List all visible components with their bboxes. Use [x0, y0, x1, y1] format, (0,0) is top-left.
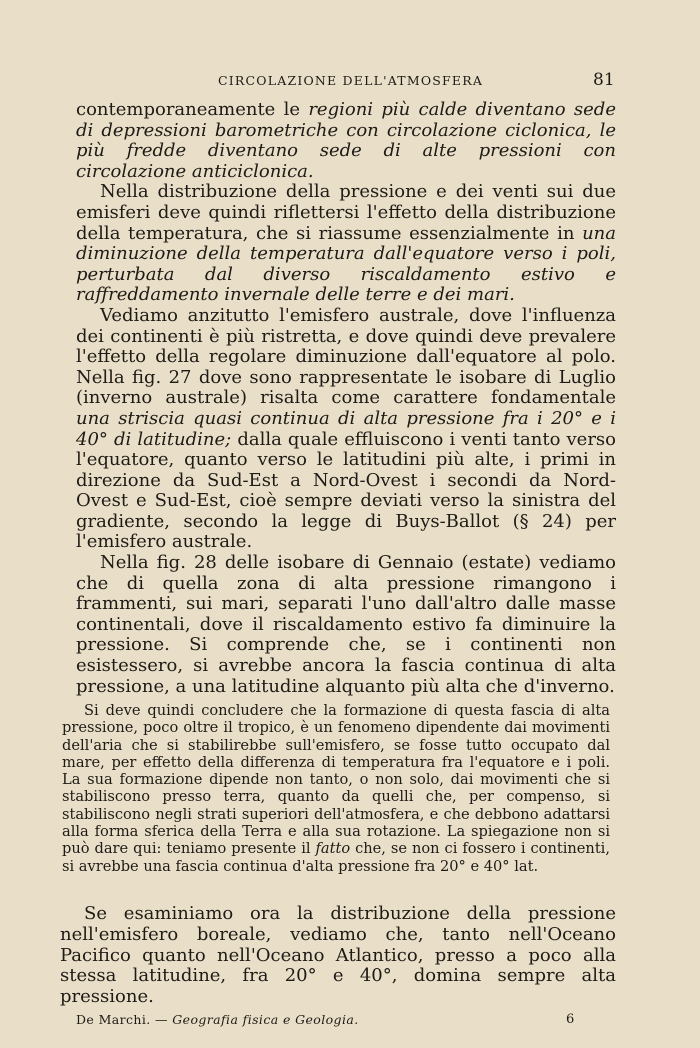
note-italic: fatto: [315, 840, 351, 858]
paragraph-1: [76, 100, 616, 182]
paragraph-4: Nella fig. 28 delle isobare di Gennaio (estate) vediamo che di quella zona di alta pressione rimangono i frammenti, sui mari, separati l'uno dall'altro dalle masse continentali, dove il riscaldamento estivo fa diminuire la pressione. Si comprende che, se i continenti non esistessero, si avrebbe ancora la fascia continua di alta pressione, a una latitudine alquanto più alta che d'inverno.: [76, 552, 616, 697]
small-print-note: [62, 702, 610, 875]
paragraph-2-italic: una diminuzione della temperatura dall'equatore verso i poli, perturbata dal diverso riscaldamento estivo e raffreddamento invernale delle terre e dei mari.: [76, 222, 616, 306]
paragraph-3-text: Vediamo anzitutto l'emisfero australe, dove l'influenza dei continenti è più ristretta, e dove quindi deve prevalere l'effetto della regolare diminuzione dall'equatore al polo. Nella fig. 27 dove sono rappresentate le isobare di Luglio (inverno australe) risalta come carattere fondamentale: [76, 304, 616, 409]
footer-author: De Marchi. —: [76, 1012, 168, 1027]
closing-text: [60, 904, 616, 1008]
page-footer: [0, 1012, 700, 1034]
paragraph-2-text: Nella distribuzione della pressione e dei venti sui due emisferi deve quindi riflettersi l'effetto della distribuzione della temperatura, che si riassume essenzialmente in: [76, 181, 616, 244]
paragraph-5: Se esaminiamo ora la distribuzione della pressione nell'emisfero boreale, vediamo che, tanto nell'Oceano Pacifico quanto nell'Oceano Atlantico, presso a poco alla stessa latitudine, fra 20° e 40°, domina sempre alta pressione.: [60, 903, 616, 1008]
paragraph-3-italic: una striscia quasi continua di alta pressione fra i 20° e i 40° di latitudine;: [76, 407, 616, 450]
note-text: Si deve quindi concludere che la formazione di questa fascia di alta pressione, poco oltre il tropico, è un fenomeno dipendente dai movimenti dell'aria che si stabilirebbe sull'emisfero, se fosse tutto occupato dal mare, per effetto della differenza di temperatura fra l'equatore e i poli. La sua formazione dipende non tanto, o non solo, dai movimenti che si stabiliscono presso terra, quanto da quelli che, per compenso, si stabiliscono negli strati superiori dell'atmosfera, e che debbono adattarsi alla forma sferica della Terra e alla sua rotazione. La spiegazione non si può dare qui: teniamo presente il: [62, 702, 610, 858]
footer-book-title: Geografia fisica e Geologia.: [172, 1012, 359, 1027]
paragraph-3: [76, 306, 616, 553]
main-text: [76, 100, 616, 697]
footer-sheet-number: 6: [566, 1012, 575, 1027]
paragraph-2: [76, 182, 616, 306]
running-title: CIRCOLAZIONE DELL'ATMOSFERA: [218, 73, 484, 88]
note-text-end: che, se non ci fossero i continenti, si avrebbe una fascia continua d'alta pressione fra 20° e 40° lat.: [62, 840, 610, 875]
paragraph-3-text-end: dalla quale effluiscono i venti tanto verso l'equatore, quanto verso le latitudini più alte, i primi in direzione da Sud-Est a Nord-Ovest i secondi da Nord-Ovest e Sud-Est, cioè sempre deviati verso la sinistra del gradiente, secondo la legge di Buys-Ballot (§ 24) per l'emisfero australe.: [76, 428, 616, 553]
page-number: 81: [593, 70, 615, 90]
paragraph-1-text: contemporaneamente le: [76, 99, 309, 120]
paragraph-1-italic: regioni più calde diventano sede di depressioni barometriche con circolazione ciclonica, le più fredde diventano sede di alte pressioni con circolazione anticiclonica.: [76, 99, 616, 182]
page-header: [0, 70, 700, 94]
note-paragraph: [62, 702, 610, 875]
footer-signature: [76, 1012, 359, 1027]
